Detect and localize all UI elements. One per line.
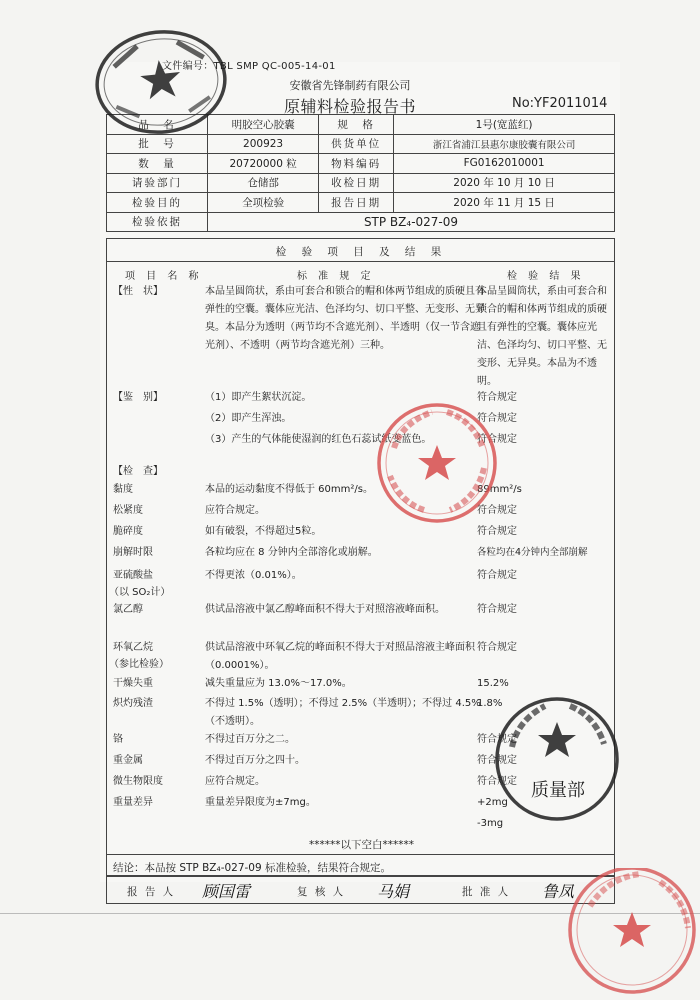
inspection-item-name: 重量差异 (113, 797, 153, 808)
column-head-item: 项 目 名 称 (125, 271, 203, 282)
inspection-item-result: 符合规定 (477, 505, 517, 516)
inspection-item-standard: 供试品溶液中环氧乙烷的峰面积不得大于对照品溶液主峰面积（0.0001%）。 (205, 642, 475, 671)
supplier-value: 浙江省浦江县惠尔康胶囊有限公司 (394, 134, 615, 154)
inspection-item-result: 89mm²/s (477, 484, 522, 495)
identification-standard-1: （1）即产生絮状沉淀。 (205, 392, 312, 403)
quantity-value: 20720000 粒 (208, 154, 319, 174)
divider (107, 854, 614, 855)
receive-date-label: 收检日期 (319, 173, 394, 193)
inspection-item-standard: 重量差异限度为±7mg。 (205, 797, 316, 808)
reporter-signature: 顾国雷 (202, 882, 251, 901)
conclusion: 结论：本品按 STP BZ₄-027-09 标准检验，结果符合规定。 (113, 862, 392, 874)
inspection-item-result: 符合规定 (477, 755, 517, 766)
document-number: 文件编号：TBL SMP QC-005-14-01 (162, 61, 336, 72)
batch-label: 批 号 (107, 134, 208, 154)
inspection-item-standard: 各粒均应在 8 分钟内全部溶化或崩解。 (205, 547, 378, 558)
reviewer-signature: 马娟 (377, 882, 410, 901)
inspection-item-standard: 如有破裂，不得超过5粒。 (205, 526, 322, 537)
approver-signature: 鲁凤 (542, 882, 575, 901)
inspection-item-subname: （以 SO₂计） (109, 587, 171, 598)
reporter-label: 报 告 人 (127, 886, 176, 898)
inspection-item-standard: 不得过百万分之二。 (205, 734, 295, 745)
purpose-value: 全项检验 (208, 193, 319, 213)
product-label: 品 名 (107, 115, 208, 135)
spec-label: 规 格 (319, 115, 394, 135)
inspection-item-standard: 应符合规定。 (205, 505, 265, 516)
company-red-seal (372, 398, 502, 528)
identification-result-1: 符合规定 (477, 392, 517, 403)
purpose-label: 检验目的 (107, 193, 208, 213)
request-dept-label: 请验部门 (107, 173, 208, 193)
inspection-item-standard: 供试品溶液中氯乙醇峰面积不得大于对照溶液峰面积。 (205, 604, 445, 615)
corner-red-seal (560, 868, 700, 1000)
reviewer-label: 复 核 人 (297, 886, 346, 898)
inspection-item-result-2: -3mg (477, 818, 504, 829)
product-value: 明胶空心胶囊 (208, 115, 319, 135)
inspection-item-result: 符合规定 (477, 604, 517, 615)
inspection-item-name: 环氧乙烷 (113, 642, 153, 653)
report-date-label: 报告日期 (319, 193, 394, 213)
inspection-item-name: 脆碎度 (113, 526, 143, 537)
appearance-standard: 本品呈圆筒状，系由可套合和锁合的帽和体两节组成的质硬且有弹性的空囊。囊体应光洁、色泽均匀、切口平整、无变形、无异臭。本品分为透明（两节均不含遮光剂）、半透明（仅一节含遮光剂）、不透明（两节均含遮光剂）三种。 (205, 286, 485, 351)
appearance-heading: 【性 状】 (113, 286, 163, 297)
batch-value: 200923 (208, 134, 319, 154)
request-dept-value: 仓储部 (208, 173, 319, 193)
qc-inspection-seal (86, 22, 236, 142)
material-code-value: FG0162010001 (394, 154, 615, 174)
company-name: 安徽省先锋制药有限公司 (289, 79, 411, 92)
basis-value: STP BZ₄-027-09 (208, 212, 615, 232)
inspection-item-name: 炽灼残渣 (113, 698, 153, 709)
spec-value: 1号(宽蓝红) (394, 115, 615, 135)
report-number: No:YF2011014 (512, 96, 608, 111)
inspection-item-standard: 不得过 1.5%（透明）；不得过 2.5%（半透明）；不得过 4.5%（不透明）。 (205, 698, 481, 727)
inspection-item-name: 微生物限度 (113, 776, 163, 787)
supplier-label: 供货单位 (319, 134, 394, 154)
approver-label: 批 准 人 (462, 886, 511, 898)
inspection-item-result: 各粒均在4分钟内全部崩解 (477, 547, 588, 558)
inspection-item-result: 符合规定 (477, 642, 517, 653)
inspection-item-result: 符合规定 (477, 526, 517, 537)
column-head-result: 检 验 结 果 (507, 271, 585, 282)
basis-label: 检验依据 (107, 212, 208, 232)
identification-standard-2: （2）即产生浑浊。 (205, 413, 292, 424)
inspection-item-result: 符合规定 (477, 570, 517, 581)
inspection-item-name: 铬 (113, 734, 123, 745)
quality-dept-text: 质量部 (531, 780, 585, 801)
inspection-item-standard: 本品的运动黏度不得低于 60mm²/s。 (205, 484, 373, 495)
divider (107, 261, 614, 262)
appearance-result: 本品呈圆筒状，系由可套合和锁合的帽和体两节组成的质硬且有弹性的空囊。囊体应光洁、色泽均匀、切口平整、无变形、无异臭。本品为不透明。 (477, 286, 607, 387)
report-title: 原辅料检验报告书 (283, 97, 416, 116)
inspection-item-subname: （参比检验） (109, 659, 169, 670)
inspection-item-result: 符合规定 (477, 776, 517, 787)
receive-date-value: 2020 年 10 月 10 日 (394, 173, 615, 193)
inspection-item-name: 重金属 (113, 755, 143, 766)
identification-heading: 【鉴 别】 (113, 392, 163, 403)
quality-dept-seal (490, 692, 625, 827)
quantity-label: 数 量 (107, 154, 208, 174)
inspection-item-result: 符合规定 (477, 734, 517, 745)
column-head-standard: 标 准 规 定 (297, 271, 375, 282)
identification-result-2: 符合规定 (477, 413, 517, 424)
inspection-item-name: 干燥失重 (113, 678, 153, 689)
inspection-item-standard: 应符合规定。 (205, 776, 265, 787)
inspection-item-standard: 不得过百万分之四十。 (205, 755, 305, 766)
report-date-value: 2020 年 11 月 15 日 (394, 193, 615, 213)
inspection-item-name: 松紧度 (113, 505, 143, 516)
identification-result-3: 符合规定 (477, 434, 517, 445)
inspection-heading: 【检 查】 (113, 466, 163, 477)
inspection-item-name: 氯乙醇 (113, 604, 143, 615)
inspection-item-standard: 不得更浓（0.01%）。 (205, 570, 302, 581)
blank-below-note: ******以下空白****** (309, 839, 414, 851)
inspection-item-standard: 减失重量应为 13.0%～17.0%。 (205, 678, 352, 689)
material-code-label: 物料编码 (319, 154, 394, 174)
identification-standard-3: （3）产生的气体能使湿润的红色石蕊试纸变蓝色。 (205, 434, 432, 445)
inspection-item-name: 崩解时限 (113, 547, 153, 558)
inspection-item-result: 1.8% (477, 698, 503, 709)
inspection-item-result: 15.2% (477, 678, 509, 689)
inspection-item-name: 黏度 (113, 484, 133, 495)
section-title: 检 验 项 目 及 结 果 (275, 246, 448, 258)
inspection-item-result: +2mg (477, 797, 508, 808)
signature-row (106, 876, 615, 904)
inspection-item-name: 亚硫酸盐 (113, 570, 153, 581)
